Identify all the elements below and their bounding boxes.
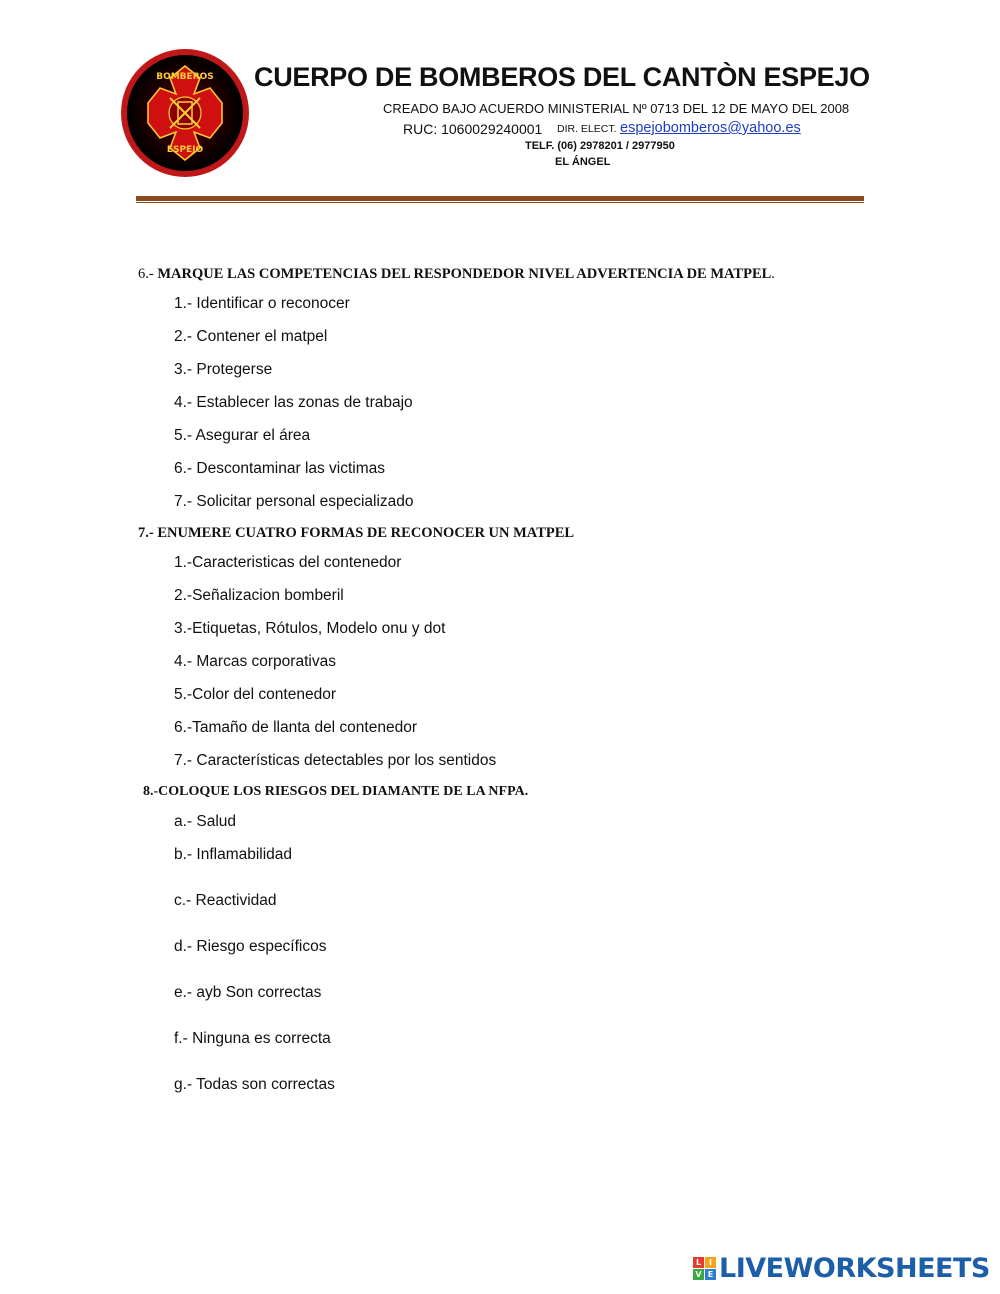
question-7-option[interactable]: 6.-Tamaño de llanta del contenedor	[174, 719, 417, 736]
creation-decree: CREADO BAJO ACUERDO MINISTERIAL Nº 0713 DEL 12 DE MAYO DEL 2008	[383, 101, 850, 116]
telephone: TELF. (06) 2978201 / 2977950	[525, 140, 675, 152]
question-8-option[interactable]: c.- Reactividad	[174, 892, 277, 909]
brand-letter: I	[705, 1257, 716, 1268]
question-8-heading: 8.-COLOQUE LOS RIESGOS DEL DIAMANTE DE LA NFPA.	[143, 784, 529, 799]
question-7-option[interactable]: 3.-Etiquetas, Rótulos, Modelo onu y dot	[174, 620, 446, 637]
question-8-option[interactable]: e.- ayb Son correctas	[174, 984, 322, 1001]
question-7-option[interactable]: 4.- Marcas corporativas	[174, 653, 336, 670]
question-8-option[interactable]: a.- Salud	[174, 813, 237, 830]
maltese-cross-icon	[120, 48, 250, 178]
question-number: 6.-	[138, 266, 154, 282]
question-7-heading: 7.- ENUMERE CUATRO FORMAS DE RECONOCER UN MATPEL	[138, 525, 575, 541]
email-label: DIR. ELECT.	[557, 123, 617, 135]
question-text: MARQUE LAS COMPETENCIAS DEL RESPONDEDOR NIVEL ADVERTENCIA DE MATPEL	[157, 266, 772, 282]
fire-department-logo	[120, 48, 250, 178]
question-6-option[interactable]: 2.- Contener el matpel	[174, 328, 328, 345]
question-7-option[interactable]: 1.-Caracteristicas del contenedor	[174, 554, 402, 571]
question-7-option[interactable]: 5.-Color del contenedor	[174, 686, 336, 703]
question-7-option[interactable]: 2.-Señalizacion bomberil	[174, 587, 344, 604]
question-8-option[interactable]: d.- Riesgo específicos	[174, 938, 327, 955]
header-divider	[136, 196, 864, 201]
question-6-heading	[138, 266, 775, 283]
ruc-number: RUC: 1060029240001	[403, 121, 543, 137]
brand-mark-icon	[693, 1257, 716, 1280]
brand-letter: V	[693, 1269, 704, 1280]
svg-text:BOMBEROS: BOMBEROS	[156, 72, 214, 82]
question-6-option[interactable]: 7.- Solicitar personal especializado	[174, 493, 414, 510]
question-suffix: .	[771, 266, 775, 282]
question-6-option[interactable]: 3.- Protegerse	[174, 361, 273, 378]
organization-title: CUERPO DE BOMBEROS DEL CANTÒN ESPEJO	[254, 62, 870, 92]
question-6-option[interactable]: 6.- Descontaminar las victimas	[174, 460, 386, 477]
liveworksheets-brand[interactable]	[693, 1253, 990, 1283]
question-8-option[interactable]: b.- Inflamabilidad	[174, 846, 293, 863]
question-6-option[interactable]: 5.- Asegurar el área	[174, 427, 311, 444]
question-7-option[interactable]: 7.- Características detectables por los sentidos	[174, 752, 497, 769]
question-6-option[interactable]: 4.- Establecer las zonas de trabajo	[174, 394, 413, 411]
svg-text:ESPEJO: ESPEJO	[166, 145, 204, 155]
brand-letter: E	[705, 1269, 716, 1280]
email-link[interactable]: espejobomberos@yahoo.es	[620, 120, 801, 136]
brand-name: LIVEWORKSHEETS	[719, 1252, 990, 1284]
header-divider-thin	[136, 202, 864, 203]
question-6-option[interactable]: 1.- Identificar o reconocer	[174, 295, 350, 312]
question-8-option[interactable]: g.- Todas son correctas	[174, 1076, 335, 1093]
location: EL ÁNGEL	[555, 156, 611, 168]
question-8-option[interactable]: f.- Ninguna es correcta	[174, 1030, 331, 1047]
brand-letter: L	[693, 1257, 704, 1268]
